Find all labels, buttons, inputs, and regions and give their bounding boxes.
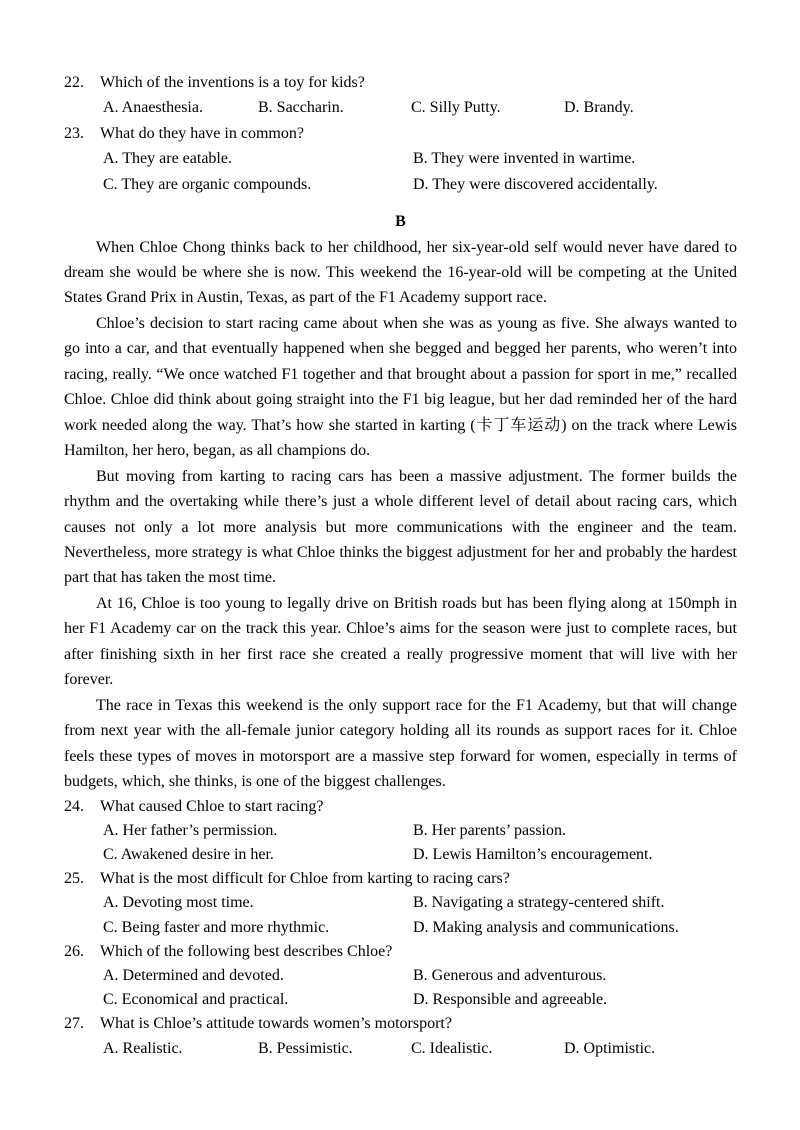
option-a: A. Anaesthesia. — [103, 99, 203, 117]
question-text: Which of the inventions is a toy for kids? — [100, 74, 365, 91]
option-b: B. Navigating a strategy-centered shift. — [413, 894, 665, 912]
passage-paragraph: Chloe’s decision to start racing came about when she was as young as five. She always wanted to go into a car, and that eventually happened when she begged and begged her parents, who weren’t into racing, really. “We once watched F1 together and that brought about a passion for sport in me,” recalled Chloe. Chloe did think about going straight into the F1 big league, but her dad reminded her of the hard work needed along the way. That’s how she started in karting (卡丁车运动) on the track where Lewis Hamilton, her hero, began, as all champions do. — [64, 314, 737, 460]
passage-paragraph: At 16, Chloe is too young to legally drive on British roads but has been flying along at 150mph in her F1 Academy car on the track this year. Chloe’s aims for the season were just to complete races, but after finishing sixth in her first race she created a really progressive moment that will live with her forever. — [64, 594, 737, 689]
question-number: 26. — [64, 942, 84, 960]
options-row — [103, 964, 737, 988]
option-b: B. Her parents’ passion. — [413, 821, 566, 839]
option-b: B. They were invented in wartime. — [413, 150, 636, 168]
option-c: C. Awakened desire in her. — [103, 845, 274, 863]
option-a: A. Devoting most time. — [103, 894, 254, 912]
option-d: D. Optimistic. — [564, 1039, 656, 1057]
option-d: D. They were discovered accidentally. — [413, 175, 658, 193]
question-head — [64, 70, 737, 95]
options-row — [103, 819, 737, 843]
question-head — [64, 121, 737, 146]
question-text: What is Chloe’s attitude towards women’s motorsport? — [100, 1015, 452, 1033]
question-number: 25. — [64, 870, 84, 888]
questions-section-top — [64, 70, 737, 197]
questions-section-bottom — [64, 795, 737, 1061]
question-23 — [64, 121, 737, 197]
options-row — [103, 988, 737, 1012]
question-number: 23. — [64, 124, 84, 142]
question-head — [64, 795, 737, 819]
option-c: C. Silly Putty. — [411, 99, 501, 117]
question-head — [64, 940, 737, 964]
option-a: A. Determined and devoted. — [103, 966, 284, 984]
options-row — [103, 916, 737, 940]
options-row — [103, 843, 737, 867]
question-head — [64, 1012, 737, 1036]
options-row — [103, 891, 737, 915]
question-text: What do they have in common? — [100, 124, 304, 142]
options-row — [103, 1037, 737, 1061]
reading-passage-b — [64, 235, 737, 795]
question-25 — [64, 867, 737, 940]
question-27 — [64, 1012, 737, 1060]
option-c: C. Idealistic. — [411, 1039, 493, 1057]
option-d: D. Responsible and agreeable. — [413, 991, 608, 1009]
option-a: A. Realistic. — [103, 1039, 183, 1057]
option-d: D. Making analysis and communications. — [413, 918, 679, 936]
options-row — [103, 95, 737, 120]
question-text: Which of the following best describes Chloe? — [100, 942, 393, 960]
option-a: A. They are eatable. — [103, 150, 232, 168]
option-a: A. Her father’s permission. — [103, 821, 278, 839]
passage-paragraph: But moving from karting to racing cars has been a massive adjustment. The former builds the rhythm and the overtaking while there’s just a whole different level of detail about racing cars, which causes not only a lot more analysis but more communications with the engineer and the team. Nevertheless, more strategy is what Chloe thinks the biggest adjustment for her and probably the hardest part that has taken the most time. — [64, 467, 737, 587]
question-22 — [64, 70, 737, 121]
options-row — [103, 172, 737, 197]
question-number: 24. — [64, 797, 84, 815]
option-c: C. Economical and practical. — [103, 991, 289, 1009]
option-b: B. Generous and adventurous. — [413, 966, 607, 984]
option-c: C. Being faster and more rhythmic. — [103, 918, 330, 936]
question-text: What is the most difficult for Chloe from karting to racing cars? — [100, 870, 510, 888]
question-text: What caused Chloe to start racing? — [100, 797, 324, 815]
question-number: 27. — [64, 1015, 84, 1033]
options-row — [103, 146, 737, 171]
option-d: D. Brandy. — [564, 99, 634, 117]
passage-section-label: B — [395, 213, 406, 231]
question-24 — [64, 795, 737, 868]
passage-paragraph: The race in Texas this weekend is the only support race for the F1 Academy, but that will change from next year with the all-female junior category holding all its rounds as support races for it. Chloe feels these types of moves in motorsport are a massive step forward for women, especially in terms of budgets, which, she thinks, is one of the biggest challenges. — [64, 696, 737, 791]
option-b: B. Saccharin. — [258, 99, 344, 117]
question-head — [64, 867, 737, 891]
option-b: B. Pessimistic. — [258, 1039, 353, 1057]
option-d: D. Lewis Hamilton’s encouragement. — [413, 845, 653, 863]
question-26 — [64, 940, 737, 1013]
option-c: C. They are organic compounds. — [103, 175, 312, 193]
passage-paragraph: When Chloe Chong thinks back to her childhood, her six-year-old self would never have dared to dream she would be where she is now. This weekend the 16-year-old will be competing at the United States Grand Prix in Austin, Texas, as part of the F1 Academy support race. — [64, 238, 737, 307]
question-number: 22. — [64, 74, 84, 91]
